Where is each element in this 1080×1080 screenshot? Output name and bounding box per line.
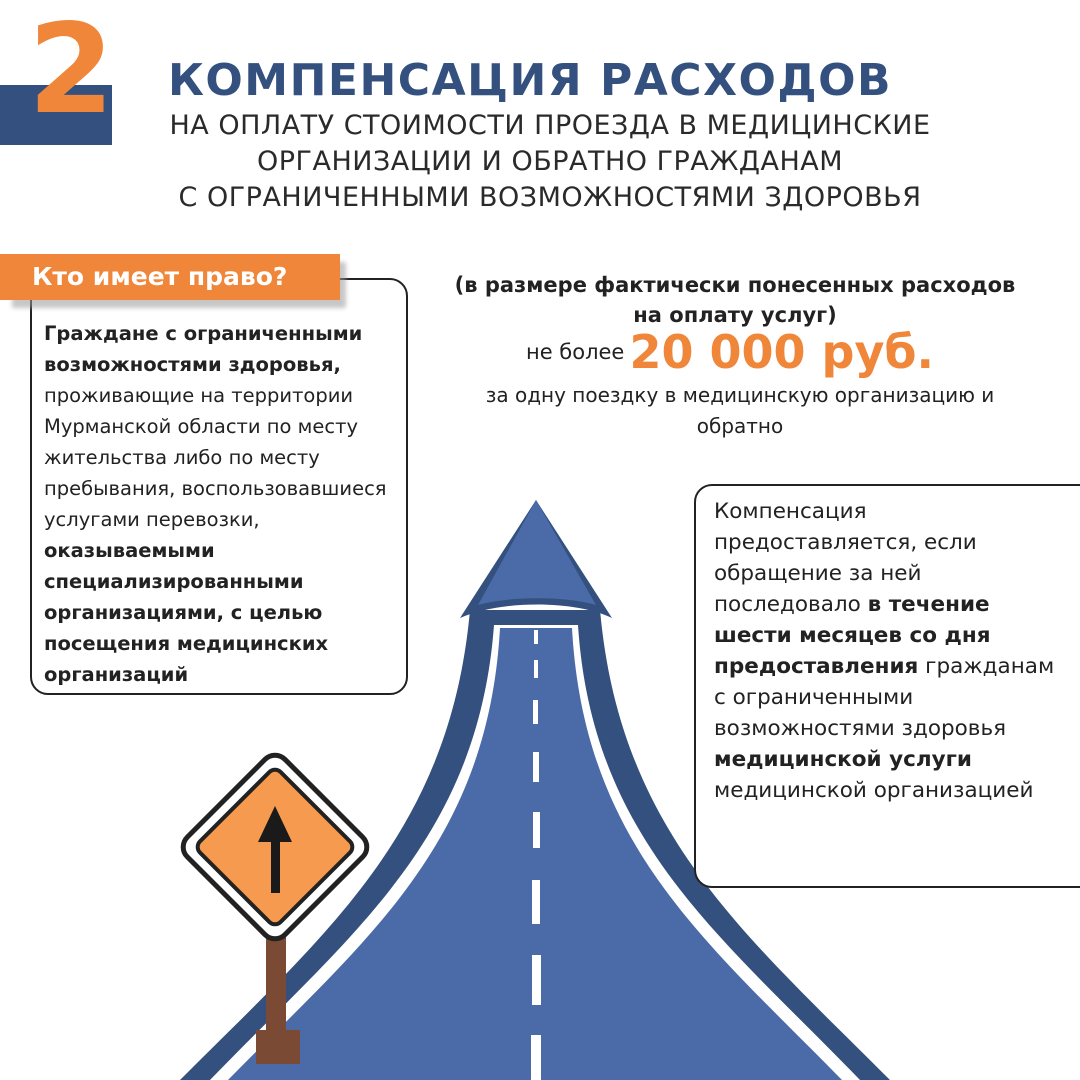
sign-post <box>266 930 286 1040</box>
condition-bold-1: в течение шести месяцев со дня предоставления <box>714 592 991 679</box>
eligibility-text-1: проживающие на территории Мурманской области по месту жительства либо по месту пребывания, воспользовавшиеся услугами перевозки, <box>44 384 387 531</box>
amount-suffix: за одну поездку в медицинскую организацию и обратно <box>485 383 995 438</box>
condition-text-3: медицинской организацией <box>714 778 1034 803</box>
road-arrow-head-light <box>478 500 596 605</box>
subtitle-line-2: ОРГАНИЗАЦИИ И ОБРАТНО ГРАЖДАНАМ <box>256 146 844 177</box>
amount-prefix: не более <box>525 340 625 364</box>
subtitle-line-1: НА ОПЛАТУ СТОИМОСТИ ПРОЕЗДА В МЕДИЦИНСКИЕ <box>169 110 931 141</box>
subtitle-line-3: С ОГРАНИЧЕННЫМИ ВОЗМОЖНОСТЯМИ ЗДОРОВЬЯ <box>178 182 922 213</box>
eligibility-tab: Кто имеет право? <box>0 254 340 300</box>
condition-text-1: Компенсация предоставляется, если обращение за ней последовало <box>714 499 977 617</box>
amount-line <box>440 325 1020 379</box>
eligibility-bold-1: Граждане с ограниченными возможностями здоровья, <box>44 322 363 376</box>
amount-value: 20 000 руб. <box>629 325 935 379</box>
condition-bold-2: медицинской услуги <box>714 747 972 772</box>
eligibility-text <box>44 318 402 690</box>
condition-text-2: гражданам с ограниченными возможностями здоровья <box>714 654 1055 741</box>
section-number: 2 <box>28 0 115 142</box>
page-title: КОМПЕНСАЦИЯ РАСХОДОВ <box>167 55 893 106</box>
sign-post-base <box>256 1030 300 1064</box>
page-subtitle <box>100 108 1000 216</box>
condition-text <box>714 496 1069 806</box>
eligibility-bold-2: оказываемыми специализированными организациями, с целью посещения медицинских организаций <box>44 539 329 686</box>
amount-note: (в размере фактически понесенных расходов на оплату услуг) <box>454 273 1016 327</box>
